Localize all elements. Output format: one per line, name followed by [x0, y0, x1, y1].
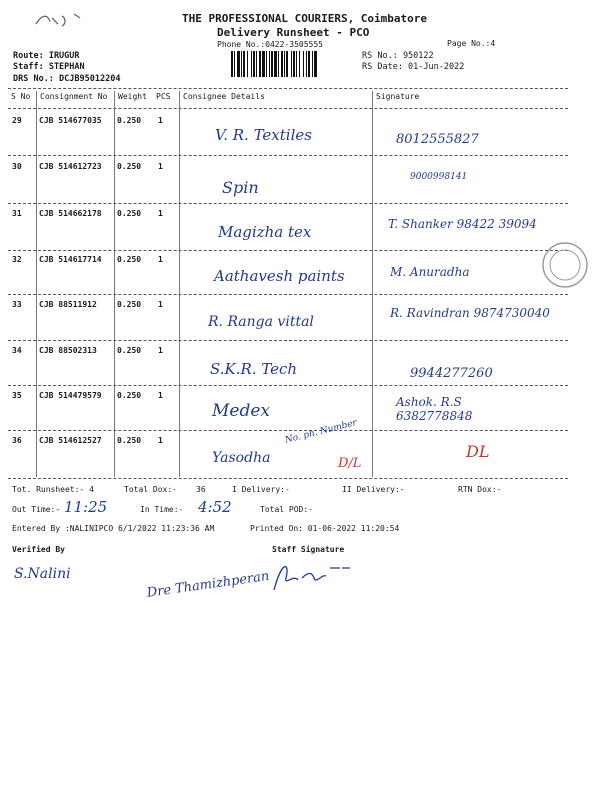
- rtn-dox: RTN Dox:-: [458, 485, 502, 494]
- row-pcs: 1: [158, 116, 163, 125]
- row-consignee: Spin: [222, 178, 259, 197]
- rs-date: RS Date: 01-Jun-2022: [362, 62, 465, 72]
- table-row: [0, 209, 600, 254]
- col-consignee: Consignee Details: [183, 92, 265, 101]
- row-consignment: CJB 514612527: [39, 436, 102, 445]
- row-signature: DL: [466, 442, 490, 461]
- row-rule: [8, 385, 568, 386]
- out-time-value: 11:25: [64, 498, 108, 516]
- total-runsheet: Tot. Runsheet:- 4: [12, 485, 94, 494]
- totals-row: [0, 485, 600, 497]
- row-sno: 29: [12, 116, 22, 125]
- row-weight: 0.250: [117, 162, 142, 171]
- col-signature: Signature: [376, 92, 420, 101]
- row-consignment: CJB 88511912: [39, 300, 97, 309]
- row-signature: M. Anuradha: [390, 265, 470, 279]
- row-pcs: 1: [158, 255, 163, 264]
- row-weight: 0.250: [117, 391, 142, 400]
- verified-signature: S.Nalini: [14, 566, 71, 582]
- row-pcs: 1: [158, 300, 163, 309]
- row-consignee: Yasodha: [212, 450, 271, 466]
- row-rule: [8, 430, 568, 431]
- row-rule: [8, 340, 568, 341]
- no-phone-note: No. ph. Number: [284, 418, 358, 446]
- row-weight: 0.250: [117, 300, 142, 309]
- row-consignee: Aathavesh paints: [214, 267, 345, 285]
- printed-on: Printed On: 01-06-2022 11:20:54: [250, 524, 400, 533]
- row-signature: 9944277260: [410, 366, 493, 381]
- row-consignee: V. R. Textiles: [215, 126, 312, 144]
- row-signature: 9000998141: [410, 172, 468, 182]
- row-signature: R. Ravindran 9874730040: [390, 306, 550, 320]
- row-consignee: Medex: [212, 401, 270, 421]
- col-consignment: Consignment No: [40, 92, 108, 101]
- row-weight: 0.250: [117, 346, 142, 355]
- corner-scribble: [34, 10, 84, 36]
- table-header-rule: [8, 108, 568, 109]
- row-rule: [8, 155, 568, 156]
- drs-number: DRS No.: DCJB95012204: [13, 74, 121, 84]
- company-name: THE PROFESSIONAL COURIERS, Coimbatore: [182, 12, 428, 25]
- total-pod-label: Total POD:-: [260, 505, 313, 514]
- row-weight: 0.250: [117, 209, 142, 218]
- row-consignment: CJB 514677035: [39, 116, 102, 125]
- row-sno: 34: [12, 346, 22, 355]
- route: Route: IRUGUR: [13, 51, 80, 61]
- col-sno: S No: [11, 92, 31, 101]
- row-consignee: R. Ranga vittal: [208, 314, 314, 330]
- row-rule: [8, 203, 568, 204]
- row-consignment: CJB 514617714: [39, 255, 102, 264]
- table-row: [0, 300, 600, 345]
- row-sno: 32: [12, 255, 22, 264]
- row-pcs: 1: [158, 209, 163, 218]
- table-top-rule: [8, 88, 568, 89]
- verified-by-label: Verified By: [12, 545, 65, 554]
- row-consignment: CJB 88502313: [39, 346, 97, 355]
- row-consignment: CJB 514479579: [39, 391, 102, 400]
- row-sno: 30: [12, 162, 22, 171]
- total-dox-label: Total Dox:-: [124, 485, 177, 494]
- row-consignment: CJB 514612723: [39, 162, 102, 171]
- table-row: [0, 162, 600, 207]
- row-sno: 31: [12, 209, 22, 218]
- document-title: Delivery Runsheet - PCO: [217, 26, 370, 39]
- row-rule: [8, 294, 568, 295]
- row-signature: 8012555827: [396, 132, 479, 147]
- table-row: [0, 436, 600, 481]
- rs-number: RS No.: 950122: [362, 51, 434, 61]
- i-delivery: I Delivery:-: [232, 485, 290, 494]
- row-weight: 0.250: [117, 436, 142, 445]
- row-pcs: 1: [158, 436, 163, 445]
- out-time-label: Out Time:-: [12, 505, 61, 514]
- row-sno: 35: [12, 391, 22, 400]
- col-pcs: PCS: [156, 92, 171, 101]
- row-sno: 36: [12, 436, 22, 445]
- row-pcs: 1: [158, 391, 163, 400]
- row-pcs: 1: [158, 346, 163, 355]
- row-rule: [8, 250, 568, 251]
- rubber-stamp: [540, 240, 590, 294]
- in-time-label: In Time:-: [140, 505, 184, 514]
- staff-signature-scribble: [268, 556, 358, 600]
- table-bottom-rule: [8, 478, 568, 479]
- dl-mark: D/L: [338, 456, 362, 471]
- row-signature: Ashok. R.S 6382778848: [396, 395, 473, 423]
- row-consignment: CJB 514662178: [39, 209, 102, 218]
- staff-signature-label: Staff Signature: [272, 545, 345, 554]
- staff-signature: Dre Thamizhperan: [146, 568, 271, 601]
- staff: Staff: STEPHAN: [13, 62, 85, 72]
- row-weight: 0.250: [117, 255, 142, 264]
- row-signature: T. Shanker 98422 39094: [388, 217, 537, 231]
- in-time-value: 4:52: [198, 498, 232, 516]
- row-sno: 33: [12, 300, 22, 309]
- row-consignee: S.K.R. Tech: [210, 360, 298, 378]
- page-number: Page No.:4: [447, 39, 496, 48]
- entered-by: Entered By :NALINIPCO 6/1/2022 11:23:36 AM: [12, 524, 215, 533]
- row-consignee: Magizha tex: [218, 223, 312, 241]
- table-header: [0, 92, 600, 104]
- barcode: [231, 51, 355, 81]
- row-weight: 0.250: [117, 116, 142, 125]
- phone-number: Phone No.:0422-3505555: [217, 40, 323, 49]
- ii-delivery: II Delivery:-: [342, 485, 405, 494]
- total-dox-value: 36: [196, 485, 206, 494]
- row-pcs: 1: [158, 162, 163, 171]
- col-weight: Weight: [118, 92, 147, 101]
